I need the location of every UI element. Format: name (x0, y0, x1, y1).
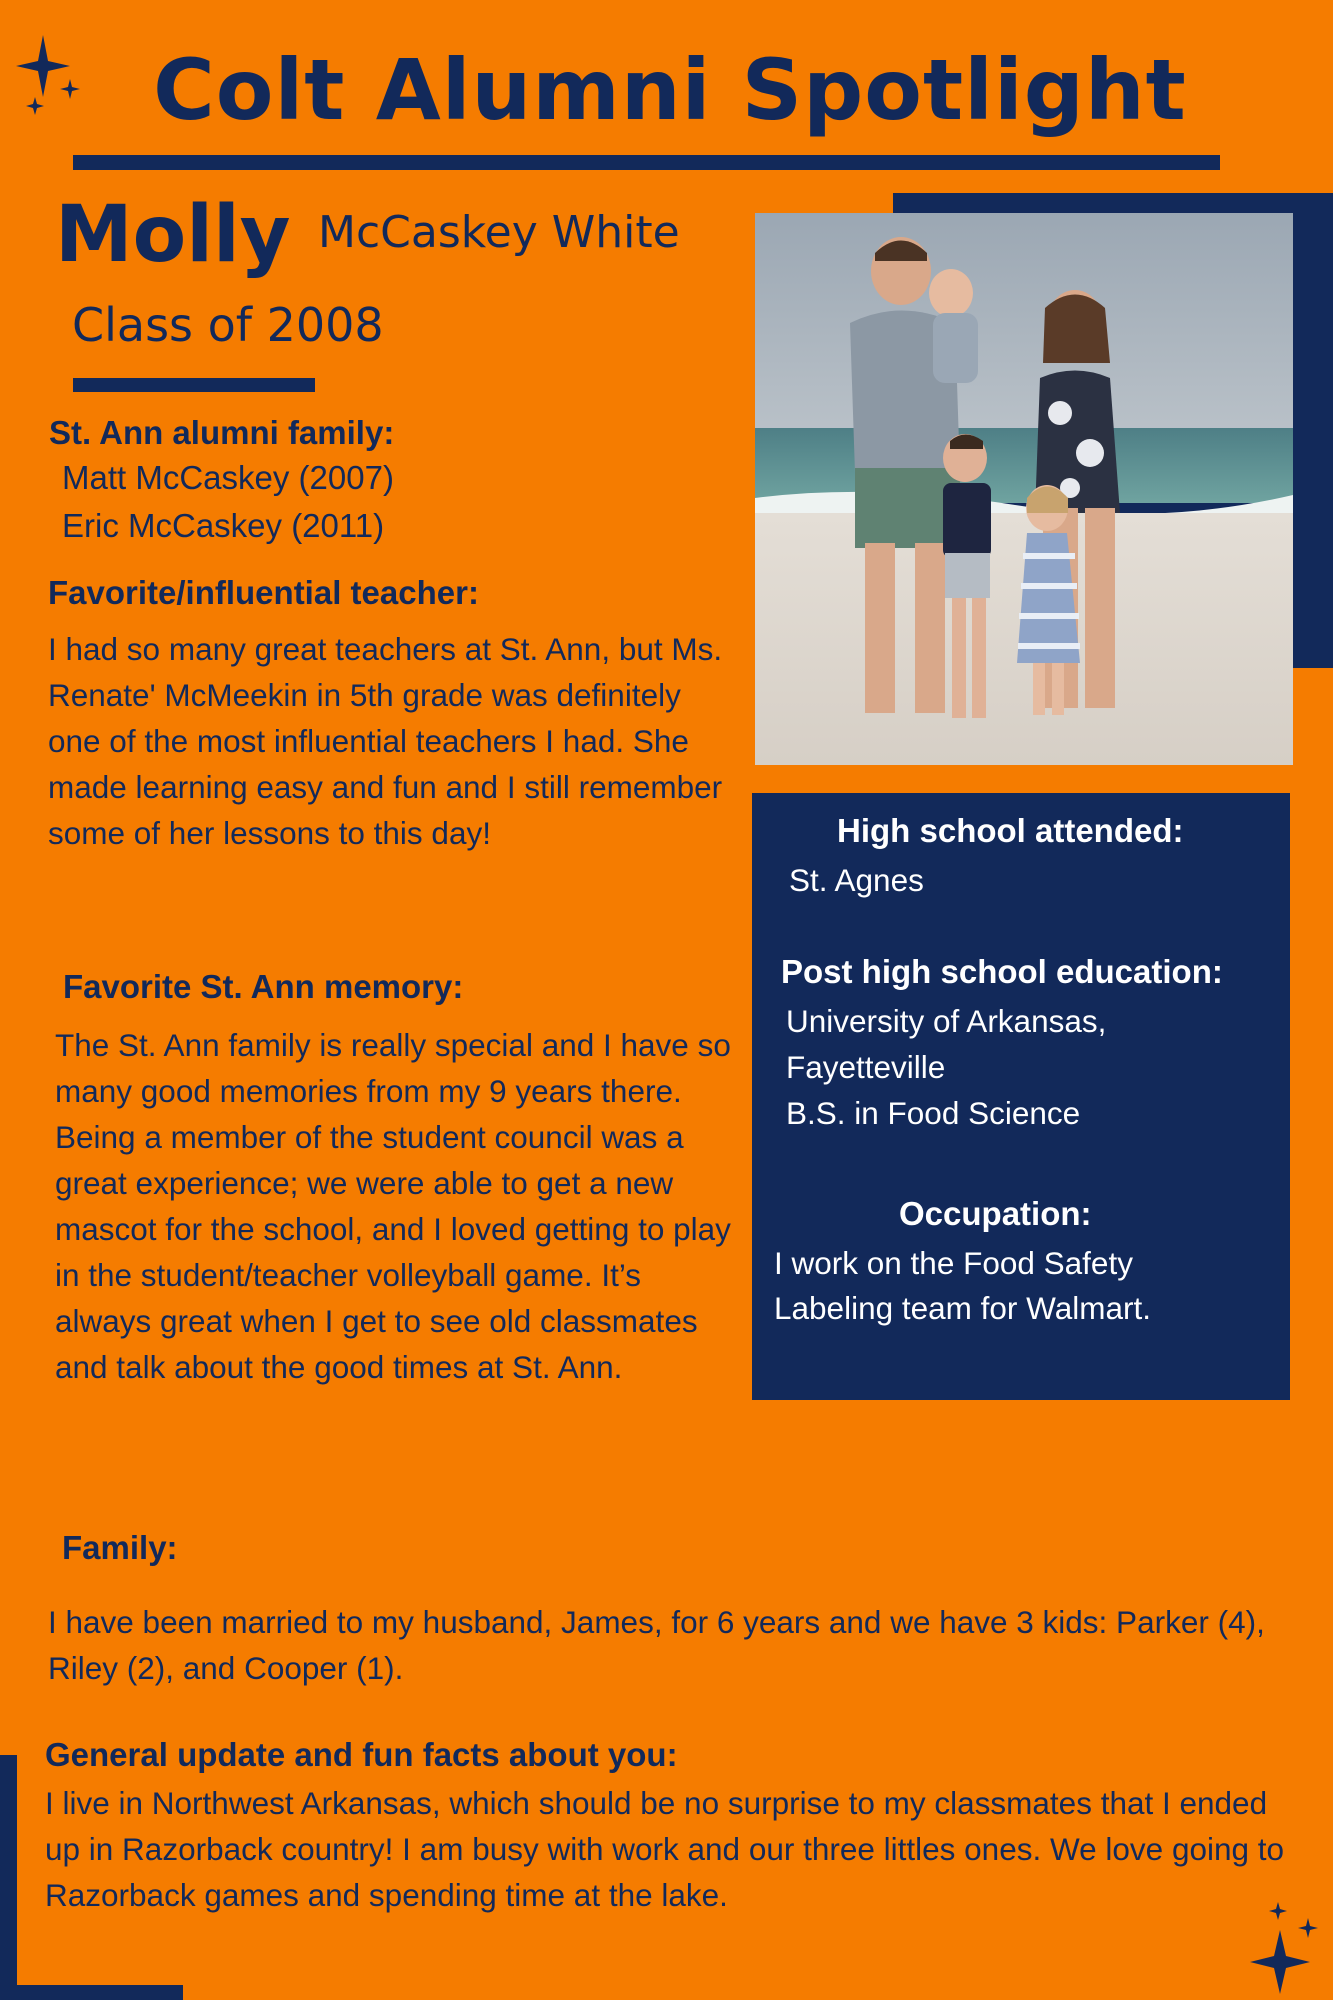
occupation-line: Labeling team for Walmart. (774, 1290, 1151, 1326)
sparkle-icon (15, 35, 80, 115)
fun-facts-heading: General update and fun facts about you: (45, 1736, 678, 1773)
family-heading: Family: (62, 1529, 178, 1566)
high-school-heading: High school attended: (837, 812, 1184, 849)
teacher-heading: Favorite/influential teacher: (48, 574, 479, 611)
occupation-heading: Occupation: (899, 1195, 1092, 1232)
info-panel (752, 793, 1290, 1400)
family-text: I have been married to my husband, James, for 6 years and we have 3 kids: Parker (4), Riley (2), and Cooper (1). (48, 1604, 1265, 1686)
fun-facts-section (45, 1734, 1295, 1918)
last-name: McCaskey White (318, 207, 680, 258)
first-name: Molly (55, 190, 291, 280)
high-school-value: St. Agnes (789, 862, 924, 898)
post-hs-line: B.S. in Food Science (786, 1095, 1081, 1131)
page-title: Colt Alumni Spotlight (153, 41, 1187, 139)
title-divider (73, 155, 1220, 170)
teacher-section (48, 572, 728, 856)
post-hs-line: University of Arkansas, (786, 1003, 1107, 1039)
memory-heading: Favorite St. Ann memory: (63, 968, 464, 1005)
decorative-bar (0, 1985, 183, 2000)
teacher-text: I had so many great teachers at St. Ann, but Ms. Renate' McMeekin in 5th grade was definitely one of the most influential teachers I had. She made learning easy and fun and I still remember some of her lessons to this day! (48, 631, 723, 851)
family-beach-photo-icon (755, 213, 1293, 765)
alumni-family-member: Matt McCaskey (2007) (62, 459, 394, 496)
decorative-bar (0, 1755, 17, 2000)
family-photo (755, 213, 1293, 765)
memory-text: The St. Ann family is really special and I have so many good memories from my 9 years there. Being a member of the student council was a great experience; we were able to get a new mascot for the school, and I loved getting to play in the student/teacher volleyball game. It’s always great when I get to see old classmates and talk about the good times at St. Ann. (55, 1027, 731, 1385)
family-section (48, 1527, 1288, 1691)
post-hs-heading: Post high school education: (781, 953, 1223, 990)
class-year: Class of 2008 (72, 298, 384, 352)
post-hs-line: Fayetteville (786, 1049, 946, 1085)
name-divider (73, 378, 315, 392)
sparkle-icon (1250, 1900, 1320, 1995)
alumni-family-member: Eric McCaskey (2011) (62, 507, 385, 544)
memory-section (55, 966, 735, 1390)
alumni-family-section (48, 412, 728, 550)
fun-facts-text: I live in Northwest Arkansas, which should be no surprise to my classmates that I ended up in Razorback country! I am busy with work and our three littles ones. We love going to Razorback games and spending time at the lake. (45, 1785, 1285, 1913)
occupation-line: I work on the Food Safety (774, 1245, 1133, 1281)
alumni-family-heading: St. Ann alumni family: (49, 414, 395, 451)
